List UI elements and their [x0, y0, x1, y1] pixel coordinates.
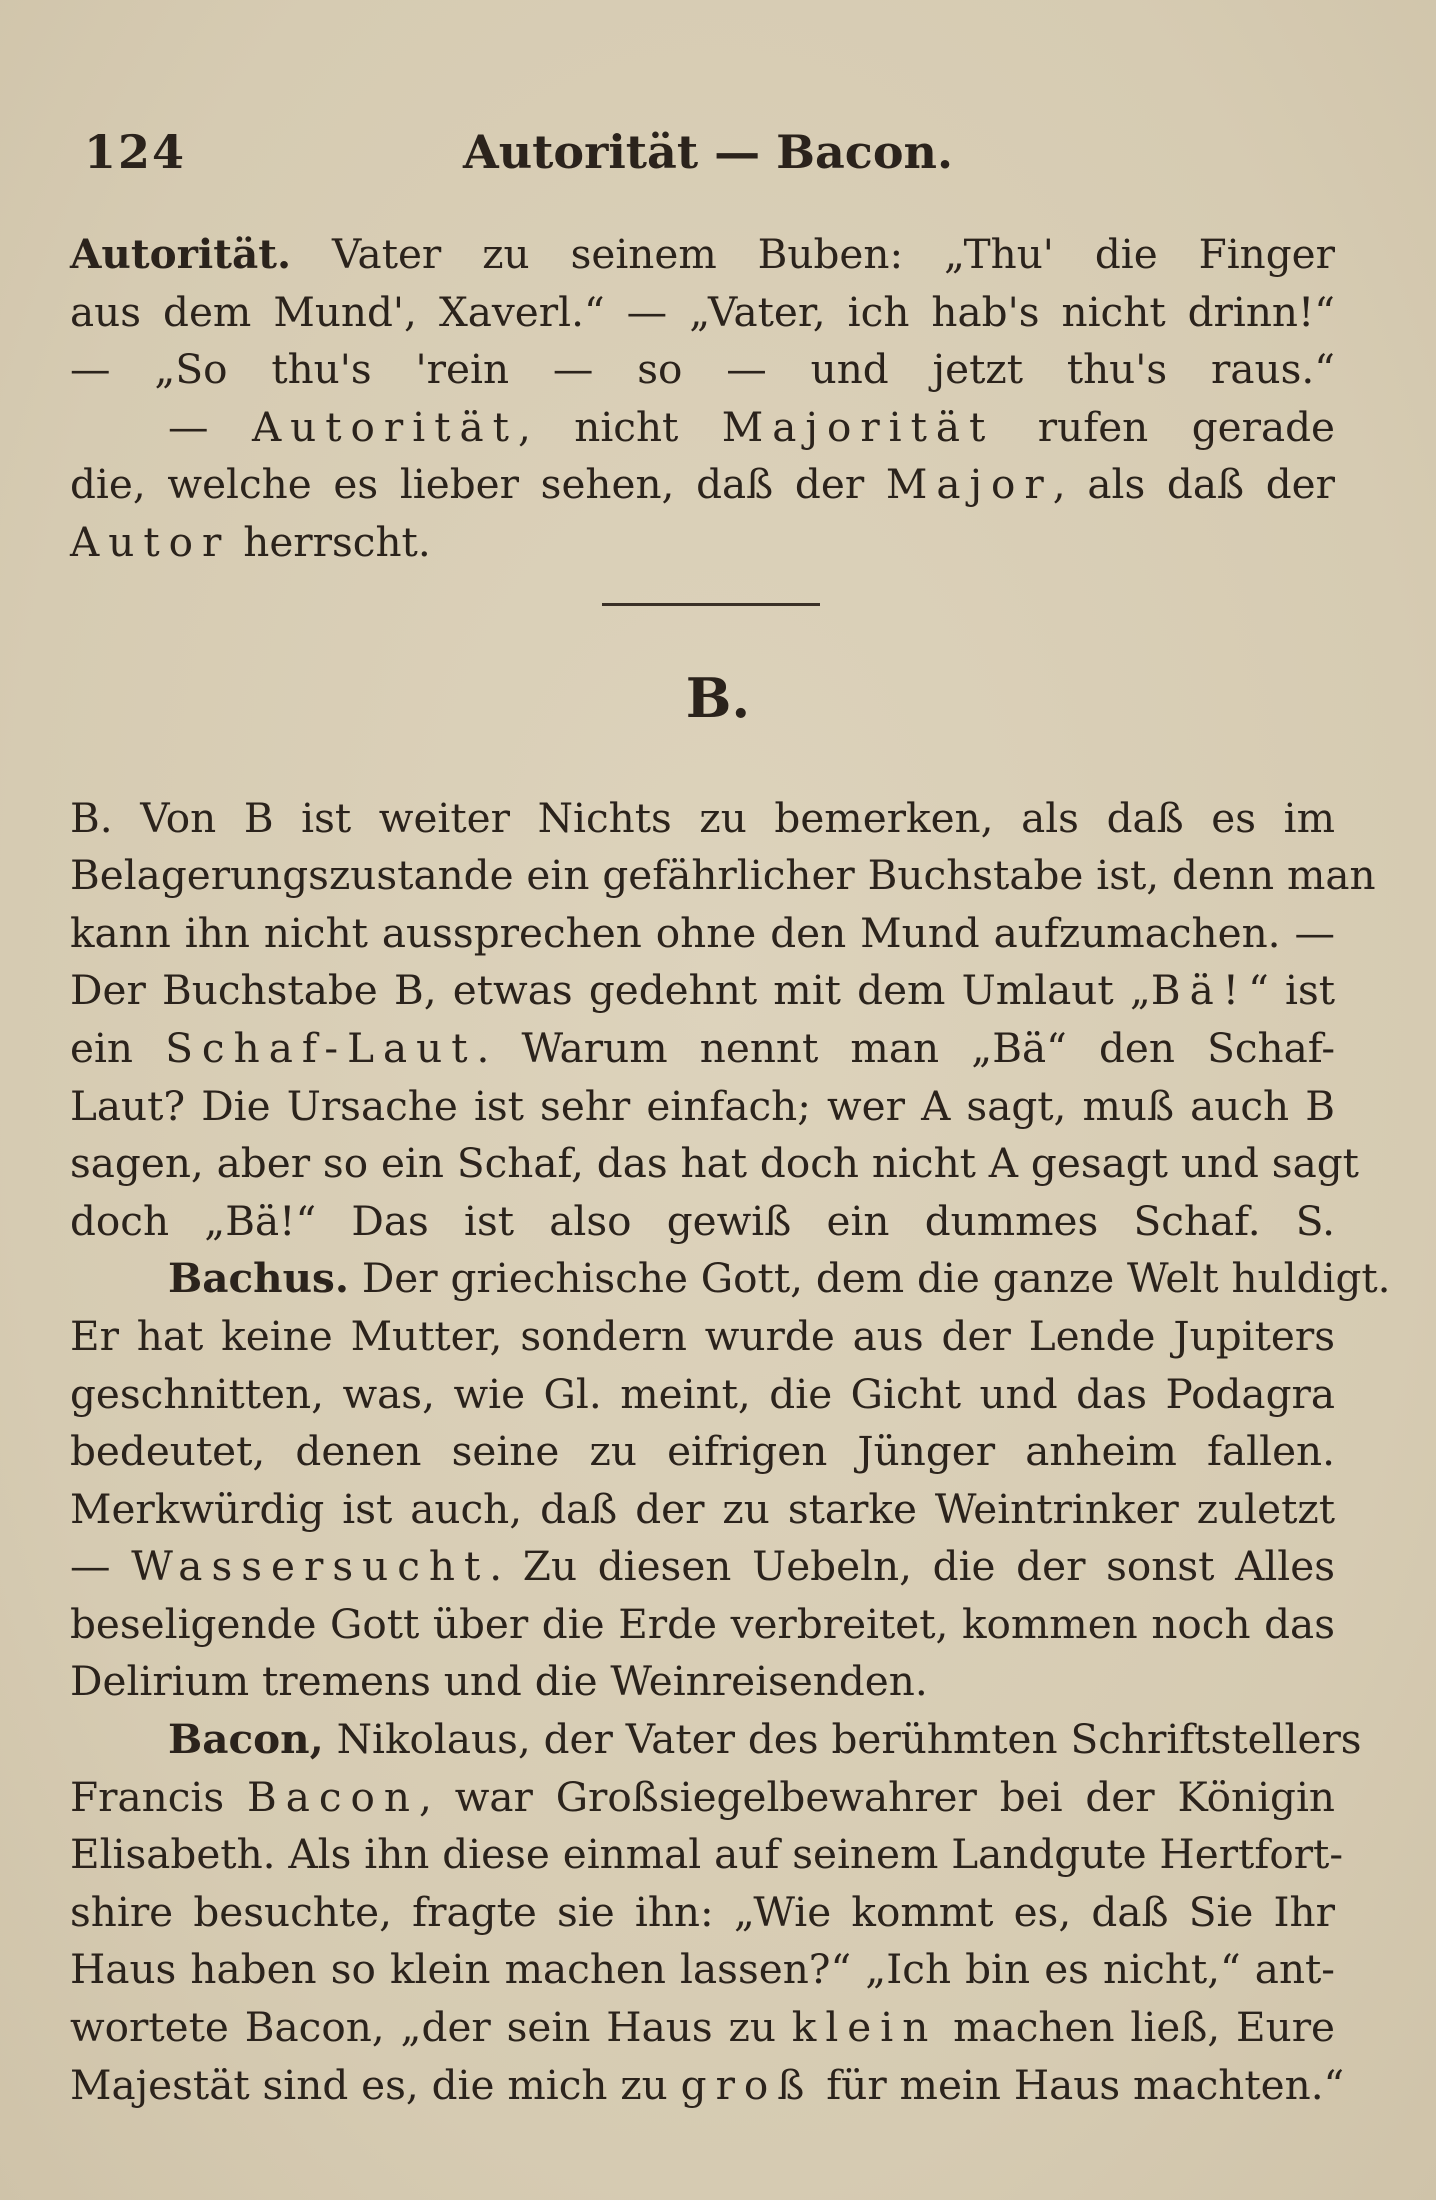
headword: Autorität. — [70, 230, 292, 278]
spaced-word: Bä! — [1150, 966, 1249, 1015]
spaced-word: Autorität — [251, 402, 518, 451]
text-line — [70, 962, 1335, 1020]
text-run: für mein Haus machten.“ — [826, 2060, 1345, 2109]
text-run: — — [168, 402, 209, 451]
text-line: bedeutet, denen seine zu eifrigen Jünger anheim fallen. — [70, 1427, 1335, 1476]
headword: Bacon, — [168, 1715, 324, 1764]
headword: Bachus. — [168, 1254, 349, 1303]
spaced-word: Schaf-Laut — [165, 1023, 477, 1072]
text-line: beseligende Gott über die Erde verbreitet, kommen noch das — [70, 1599, 1335, 1648]
page-header — [78, 122, 1338, 182]
text-line — [70, 1020, 1335, 1078]
section-divider — [602, 603, 820, 606]
text-line — [70, 1999, 1335, 2057]
text-line — [70, 399, 1335, 457]
text-line — [70, 1250, 1391, 1308]
spaced-word: Bacon — [246, 1772, 420, 1821]
text-line — [70, 2057, 1345, 2115]
text-run: . Zu diesen Uebeln, die der sonst Alles — [489, 1542, 1335, 1591]
text-run: machen ließ, Eure — [953, 2003, 1336, 2052]
text-run: Francis — [70, 1772, 225, 1821]
spaced-word: Autor — [70, 517, 231, 566]
text-run: , war Großsiegelbewahrer bei der Königin — [419, 1772, 1335, 1821]
running-title: Autorität — Bacon. — [463, 125, 953, 179]
text-run: Der Buchstabe B, etwas gedehnt mit dem Umlaut „ — [70, 966, 1151, 1015]
text-run: Vater zu seinem Buben: „Thu' die Finger — [332, 230, 1335, 278]
text-run: rufen gerade — [1037, 402, 1335, 451]
text-line — [70, 514, 1335, 572]
text-line: Elisabeth. Als ihn diese einmal auf seinem Landgute Hertfort- — [70, 1830, 1344, 1879]
text-line — [70, 456, 1335, 514]
text-run: ein — [70, 1023, 134, 1072]
page-number: 124 — [84, 125, 187, 179]
text-line: Delirium tremens und die Weinreisenden. — [70, 1657, 928, 1706]
text-line: Laut? Die Ursache ist sehr einfach; wer A sagt, muß auch B — [70, 1081, 1335, 1130]
text-line — [70, 1769, 1335, 1827]
text-line: Haus haben so klein machen lassen?“ „Ich bin es nicht,“ ant- — [70, 1945, 1335, 1994]
text-line — [70, 1711, 1362, 1769]
text-run: wortete Bacon, „der sein Haus zu — [70, 2003, 776, 2052]
text-line: kann ihn nicht aussprechen ohne den Mund aufzumachen. — — [70, 908, 1335, 957]
text-line: shire besuchte, fragte sie ihn: „Wie kommt es, daß Sie Ihr — [70, 1887, 1335, 1936]
spaced-word: klein — [791, 2003, 938, 2052]
spaced-word: Major — [885, 460, 1053, 509]
text-line: aus dem Mund', Xaverl.“ — „Vater, ich hab's nicht drinn!“ — [70, 287, 1335, 336]
text-run: Nikolaus, der Vater des berühmten Schriftstellers — [336, 1715, 1362, 1764]
text-run: , nicht — [517, 402, 679, 451]
text-run: Majestät sind es, die mich zu — [70, 2060, 668, 2109]
text-line — [70, 226, 1335, 284]
text-line: B. Von B ist weiter Nichts zu bemerken, als daß es im — [70, 793, 1335, 842]
text-line: Er hat keine Mutter, sondern wurde aus der Lende Jupiters — [70, 1311, 1335, 1360]
page-body — [70, 226, 1391, 2114]
text-run: , als daß der — [1052, 460, 1335, 509]
section-letter: B. — [685, 666, 751, 730]
text-line: doch „Bä!“ Das ist also gewiß ein dummes Schaf. S. — [70, 1196, 1335, 1245]
spaced-word: Wassersucht — [131, 1542, 490, 1591]
spaced-word: groß — [680, 2060, 814, 2109]
text-line — [70, 1538, 1335, 1596]
text-run: — — [70, 1542, 111, 1591]
text-line: geschnitten, was, wie Gl. meint, die Gicht und das Podagra — [70, 1369, 1335, 1418]
text-run: herrscht. — [243, 517, 431, 566]
text-run: Der griechische Gott, dem die ganze Welt huldigt. — [361, 1254, 1391, 1303]
text-line: Belagerungszustande ein gefährlicher Buchstabe ist, denn man — [70, 851, 1376, 900]
text-line: sagen, aber so ein Schaf, das hat doch nicht A gesagt und sagt — [70, 1139, 1359, 1188]
text-line: — „So thu's 'rein — so — und jetzt thu's raus.“ — [70, 345, 1335, 394]
text-run: . Warum nennt man „Bä“ den Schaf- — [476, 1023, 1336, 1072]
text-run: die, welche es lieber sehen, daß der — [70, 460, 865, 509]
text-run: “ ist — [1248, 966, 1335, 1015]
text-line: Merkwürdig ist auch, daß der zu starke Weintrinker zuletzt — [70, 1484, 1335, 1533]
spaced-word: Majorität — [721, 402, 995, 451]
